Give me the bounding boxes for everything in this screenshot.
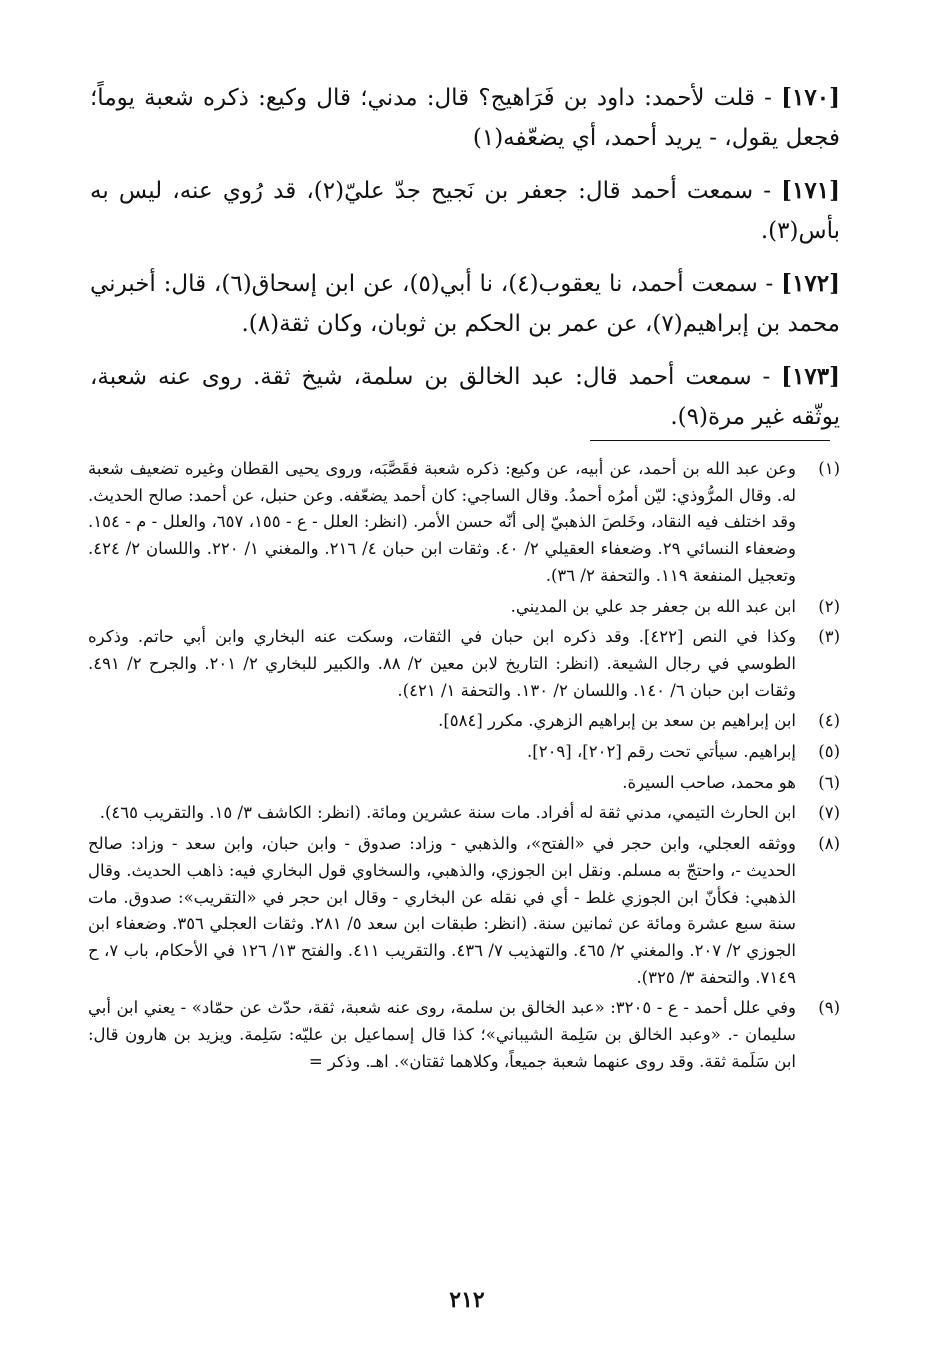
footnote-number: (٨) <box>818 834 840 854</box>
entry-text: - سمعت أحمد قال: جعفر بن نَجيح جدّ عليّ(٢)، قد رُوي عنه، ليس به بأس(٣). <box>90 178 840 244</box>
footnote-number: (١) <box>818 459 840 478</box>
entry-173 <box>90 357 840 437</box>
footnote-2 <box>88 594 840 621</box>
footnote-number: (٩) <box>818 998 840 1018</box>
footnote-1 <box>88 456 840 590</box>
page-number: ٢١٢ <box>449 1287 485 1313</box>
footnote-6 <box>88 770 840 797</box>
footnotes <box>88 456 840 1079</box>
footnote-text: وعن عبد الله بن أحمد، عن أبيه، عن وكيع: ذكره شعبة فقَصَّبَه، وروى يحيى القطان وغيره تضعيف شعبة له. وقال المرُّوذي: ليّن أمرُه أحمدُ. وقال الساجي: كان أحمد يضعّفه. وعن حنبل، عن أحمد: صالح الحديث. وقد اختلف فيه النقاد، وخَلصَ الذهبيّ إلى أنّه حسن الأمر. (انظر: العلل - ع - ١٥٥، ٦٥٧، والعلل - م - ١٥٤. وضعفاء النسائي ٢٩. وضعفاء العقيلي ٢/ ٤٠. وثقات ابن حبان ٤/ ٢١٦. والمغني ١/ ٢٢٠. واللسان ٢/ ٤٢٤. وتعجيل المنفعة ١١٩. والتحفة ٢/ ٣٦). <box>88 459 796 585</box>
footnote-3 <box>88 624 840 704</box>
entry-text: - سمعت أحمد قال: عبد الخالق بن سلمة، شيخ ثقة. روى عنه شعبة، يوثّقه غير مرة(٩). <box>90 364 840 430</box>
footnote-5 <box>88 739 840 766</box>
footnote-text: ووثقه العجلي، وابن حجر في «الفتح»، والذهبي - وزاد: صدوق - وابن حبان، وابن سعد - وزاد: صالح الحديث -، واحتجّ به مسلم. ونقل ابن الجوزي، والذهبي، والسخاوي قول البخاري فيه: ذاهب الحديث. وقال الذهبي: فكأنّ ابن الجوزي غلط - أي في نقله عن البخاري - وقال ابن حجر في «التقريب»: صدوق. مات سنة سبع عشرة ومائة عن ثمانين سنة. (انظر: طبقات ابن سعد ٥/ ٢٨١. وثقات العجلي ٣٥٦. وضعفاء ابن الجوزي ٢/ ٢٠٧. والمغني ٢/ ٤٦٥. والتهذيب ٧/ ٤٣٦. والتقريب ٤١١. والفتح ١٣/ ١٢٦ في الأحكام، باب ٧، ح ٧١٤٩. والتحفة ٣/ ٣٢٥). <box>88 834 797 987</box>
footnote-7 <box>88 800 840 827</box>
footnote-8 <box>88 831 840 991</box>
entry-171 <box>90 171 840 251</box>
footnote-number: (٢) <box>818 596 840 616</box>
footnote-9 <box>88 995 840 1075</box>
footnote-4 <box>88 708 840 735</box>
footnote-number: (٦) <box>818 772 840 792</box>
footnote-number: (٤) <box>818 711 840 731</box>
entry-text: - سمعت أحمد، نا يعقوب(٤)، نا أبي(٥)، عن ابن إسحاق(٦)، قال: أخبرني محمد بن إبراهيم(٧)، عن عمر بن الحكم بن ثوبان، وكان ثقة(٨). <box>90 271 840 337</box>
footnote-number: (٣) <box>818 627 840 647</box>
entry-number: [١٧١] <box>781 177 840 204</box>
footnote-number: (٧) <box>818 803 840 823</box>
main-text <box>90 78 840 450</box>
entry-number: [١٧٣] <box>781 363 841 390</box>
entry-number: [١٧٢] <box>781 270 841 297</box>
footnote-separator <box>590 440 830 441</box>
footnote-number: (٥) <box>818 742 840 762</box>
footnote-text: ابن عبد الله بن جعفر جد علي بن المديني. <box>510 596 796 616</box>
footnote-text: وفي علل أحمد - ع - ٣٢٠٥: «عبد الخالق بن سلمة، روى عنه شعبة، ثقة، حدّث عن حمّاد» - يعني ابن أبي سليمان -. «وعبد الخالق بن سَلِمة الشيباني»؛ كذا قال إسماعيل بن عليّه: سَلِمة. ويزيد بن هارون قال: ابن سَلَمة ثقة. وقد روى عنهما شعبة جميعاً، وكلاهما ثقتان». اهـ. وذكر = <box>88 998 796 1071</box>
footnote-text: هو محمد، صاحب السيرة. <box>622 772 796 792</box>
footnote-text: إبراهيم. سيأتي تحت رقم [٢٠٢]، [٢٠٩]. <box>527 742 796 762</box>
entry-170 <box>90 78 840 158</box>
entry-number: [١٧٠] <box>781 84 840 111</box>
entry-172 <box>90 264 840 344</box>
footnote-text: ابن الحارث التيمي، مدني ثقة له أفراد. مات سنة عشرين ومائة. (انظر: الكاشف ٣/ ١٥. والتقريب ٤٦٥). <box>99 803 796 823</box>
footnote-text: وكذا في النص [٤٢٢]. وقد ذكره ابن حبان في الثقات، وسكت عنه البخاري وابن أبي حاتم. وذكره الطوسي في رجال الشيعة. (انظر: التاريخ لابن معين ٢/ ٨٨. والكبير للبخاري ٢/ ٢٠١. والجرح ٢/ ٤٩١. وثقات ابن حبان ٦/ ١٤٠. واللسان ٢/ ١٣٠. والتحفة ١/ ٤٢١). <box>88 627 796 700</box>
footnote-text: ابن إبراهيم بن سعد بن إبراهيم الزهري. مكرر [٥٨٤]. <box>438 711 796 731</box>
entry-text: - قلت لأحمد: داود بن فَرَاهيج؟ قال: مدني؛ قال وكيع: ذكره شعبة يوماً؛ فجعل يقول، - يريد أحمد، أي يضعّفه(١) <box>90 85 840 151</box>
